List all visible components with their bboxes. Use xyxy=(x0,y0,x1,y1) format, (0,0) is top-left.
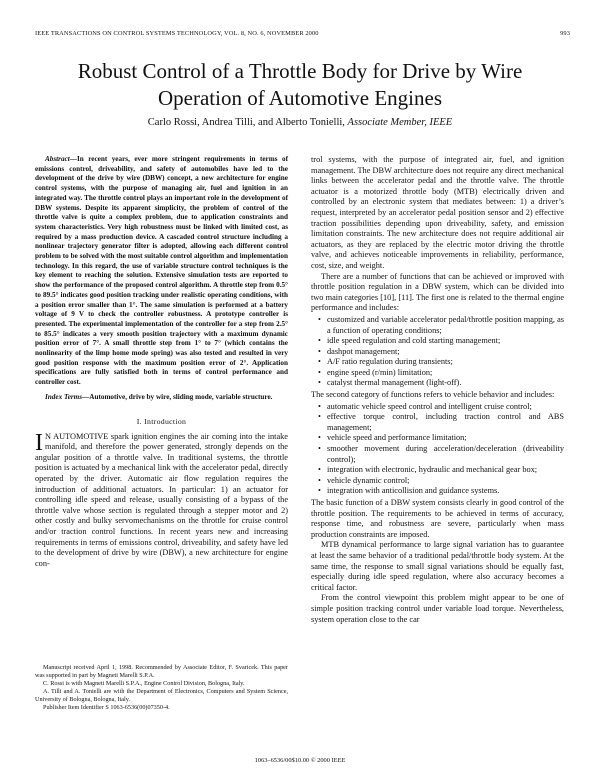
paragraph-functions: There are a number of functions that can be achieved or improved with throttle position regulation in a DBW system, which can be divided into two main categories [10], [11]. The first one is related to the thermal engine performance and includes: xyxy=(311,271,564,313)
list-item: • vehicle dynamic control; xyxy=(318,475,410,485)
paragraph-continued: trol systems, with the purpose of integrated air, fuel, and ignition management. The DBW architecture does not require any direct mechanical links between the accelerator pedal and the throttle valve. The throttle actuator is a motorized throttle body (MTB) electrically driven and controlled by an electronic system that mediates between: 1) a driver’s request, interpreted by an accelerator pedal position sensor and 2) effective traction possibilities depending upon driveability, safety, and emission limitation constraints. The new architecture does not require additional air actuators, as they are replaced by the electric motor driving the throttle valve, and achieves noticeable improvements in reliability, performance, cost, size, and weight. xyxy=(311,155,564,270)
list-item: • dashpot management; xyxy=(318,346,400,356)
footnote: Manuscript received April 1, 1998. Recommended by Associate Editor, F. Svaricek. This paper was supported in part by Magneti Marelli S.P.A. xyxy=(35,664,288,679)
title-line-2: Operation of Automotive Engines xyxy=(157,86,443,110)
engine-functions-list xyxy=(311,315,564,389)
paragraph-second-category: The second category of functions refers to vehicle behavior and includes: xyxy=(311,390,555,400)
index-terms xyxy=(35,393,288,403)
author-line xyxy=(30,117,570,128)
author-names: Carlo Rossi, Andrea Tilli, and Alberto Tonielli, xyxy=(147,117,345,128)
footnote: A. Tilli and A. Tonielli are with the Department of Electronics, Computers and System Science, University of Bologna, Bologna, Italy. xyxy=(35,688,288,703)
footnote: C. Rossi is with Magneti Marelli S.P.A., Engine Control Division, Bologna, Italy. xyxy=(43,680,245,687)
abstract-text: In recent years, ever more stringent requirements in terms of emissions control, driveability, and safety of automobiles have led to the development of the drive by wire (DBW) concept, a new architecture for engine control systems, with the purpose of managing air, fuel and ignition in an integrated way. The throttle control plays an important role in the development of DBW systems. Despite its apparent simplicity, the problem of control of the throttle valve is quite a complex problem, due to application constraints and system characteristics. Very high robustness must be linked with limited cost, as required by a mass production device. A cascaded control structure including a nonlinear trajectory generator filter is adopted, allowing each different control problem to be solved with the most suitable control algorithm and implementation technology. In this regard, the use of variable structure control techniques is the key element to reaching the solution. Extensive simulation tests are reported to show the performance of the proposed control algorithm. A throttle step from 0.5° to 89.5° indicates good position tracking under realistic operating conditions, with a position error smaller than 1°. The same simulation is performed at a battery voltage of 9 V to check the controller robustness. A prototype controller is presented. The experimental implementation of the controller for a step from 2.5° to 85.5° indicates a very smooth position trajectory with a maximum dynamic position error of 7°. A small throttle step from 1° to 7° (which contains the nonlinearity of the limp home mode spring) was also tested and resulted in very good position response with the maximum position error of 2°. Application specifications are fully satisfied both in terms of control performance and controller cost. xyxy=(35,155,288,387)
author-role: Associate Member, IEEE xyxy=(347,117,453,128)
running-header xyxy=(35,30,570,37)
footnote: Publisher Item Identifier S 1063-6536(00)07350-4. xyxy=(43,704,170,711)
list-item: • A/F ratio regulation during transients; xyxy=(318,357,453,367)
index-terms-label: Index Terms— xyxy=(45,392,90,401)
list-item: • vehicle speed and performance limitation; xyxy=(318,433,467,443)
left-column xyxy=(35,155,288,569)
list-item: • catalyst thermal management (light-off). xyxy=(318,378,462,388)
paragraph-basic-function: The basic function of a DBW system consists clearly in good control of the throttle position. The requirements to be achieved in terms of accuracy, response time, and robustness are severe, particularly when mass production constraints are imposed. xyxy=(311,498,564,539)
list-item: • integration with anticollision and guidance systems. xyxy=(318,486,500,496)
title-line-1: Robust Control of a Throttle Body for Drive by Wire xyxy=(77,59,523,83)
page-number: 993 xyxy=(560,30,570,37)
footnotes xyxy=(35,664,288,712)
index-terms-text: Automotive, drive by wire, sliding mode, variable structure. xyxy=(89,392,273,401)
list-item: • idle speed regulation and cold starting management; xyxy=(318,336,501,346)
list-item: • integration with electronic, hydraulic and mechanical gear box; xyxy=(318,465,538,475)
list-item: • customized and variable accelerator pedal/throttle position mapping, as a function of operating conditions; xyxy=(318,314,564,335)
paper-title xyxy=(30,58,570,112)
vehicle-functions-list xyxy=(311,402,564,497)
paragraph-control-viewpoint: From the control viewpoint this problem might appear to be one of simple position tracking control under variable load torque. Nevertheless, system operation close to the car xyxy=(311,593,564,624)
list-item: • automatic vehicle speed control and intelligent cruise control; xyxy=(318,401,532,411)
right-column xyxy=(311,155,564,625)
drop-cap: I xyxy=(35,429,43,456)
abstract-label: Abstract— xyxy=(45,155,77,163)
copyright-footer: 1063–6536/00$10.00 © 2000 IEEE xyxy=(254,757,346,764)
list-item: • effective torque control, including traction control and ABS management; xyxy=(318,412,564,432)
abstract xyxy=(35,155,288,388)
list-item: • engine speed (r/min) limitation; xyxy=(318,367,433,377)
intro-paragraph xyxy=(35,429,288,570)
section-heading-introduction: I. Introduction xyxy=(136,416,187,426)
journal-header: IEEE TRANSACTIONS ON CONTROL SYSTEMS TECHNOLOGY, VOL. 8, NO. 6, NOVEMBER 2000 xyxy=(35,30,319,37)
list-item: • smoother movement during acceleration/deceleration (driveability control); xyxy=(318,444,564,464)
intro-text: N AUTOMOTIVE spark ignition engines the air coming into the intake manifold, and therefore the power generated, strongly depends on the angular position of a throttle valve. In traditional systems, the throttle position is actuated by a mechanical link with the accelerator pedal, directly operated by the driver. Automatic air flow regulation requires the introduction of additional actuators. In particular: 1) an actuator for controlling idle speed and release, usually consisting of a bypass of the throttle valve whose section is regulated through a stepper motor and 2) other costly and bulky servomechanisms on the throttle for cruise control and/or traction control functions. In recent years new and increasing requirements in terms of emissions control, driveability, and safety have led to the development of drive by wire (DBW), a new architecture for engine con- xyxy=(35,431,288,568)
paragraph-mtb-performance: MTB dynamical performance to large signal variation has to guarantee at least the same behavior of a traditional pedal/throttle body system. At the same time, the response to small signal variations should be equally fast, especially during idle speed regulation, where also accuracy becomes a critical factor. xyxy=(311,540,564,592)
